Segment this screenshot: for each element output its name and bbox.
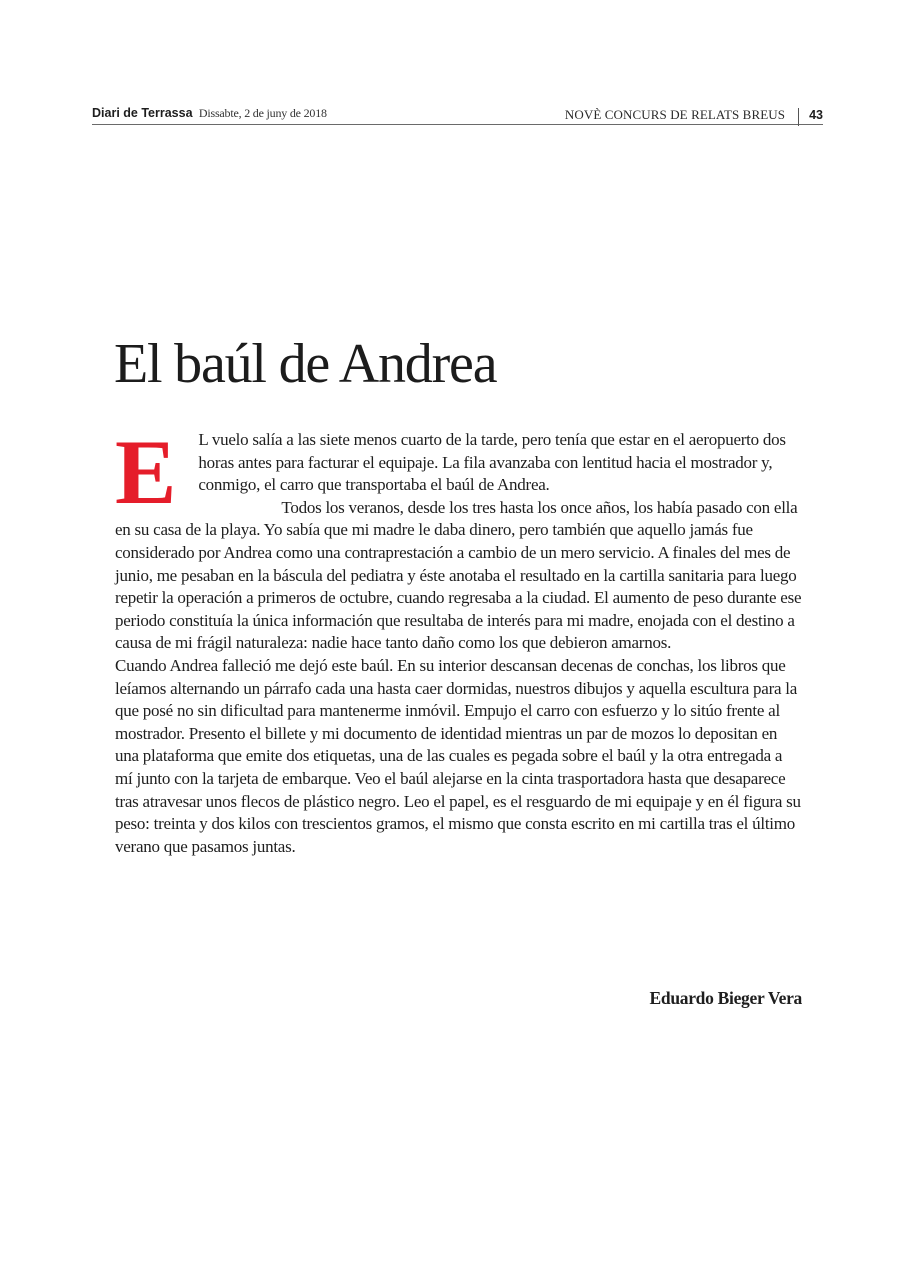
- header-left: [92, 106, 327, 121]
- page-number: 43: [809, 108, 823, 122]
- header-right: [565, 106, 823, 124]
- author-signature: Eduardo Bieger Vera: [649, 988, 802, 1008]
- article-title: El baúl de Andrea: [114, 333, 497, 395]
- paragraph-2: Todos los veranos, desde los tres hasta los once años, los había pasado con ella en su casa de la playa. Yo sabía que mi madre le daba dinero, pero también que aquello jamás fue considerado por Andrea como una contraprestación a cambio de un mero servicio. A finales del mes de junio, me pesaban en la báscula del pediatra y éste anotaba el resultado en la cartilla sanitaria para luego repetir la operación a primeros de octubre, cuando regresaba a la ciudad. El aumento de peso durante ese periodo constituía la única información que resultaba de interés para mi madre, enojada con el destino a causa de mi frágil naturaleza: nadie hace tanto daño como los que debieron amarnos.: [115, 497, 802, 653]
- paragraph-3: Cuando Andrea falleció me dejó este baúl. En su interior descansan decenas de conchas, los libros que leíamos alternando un párrafo cada una hasta caer dormidas, nuestros dibujos y aquella escultura para la que posé no sin dificultad para mantenerme inmóvil. Empujo el carro con esfuerzo y lo sitúo frente al mostrador. Presento el billete y mi documento de identidad mientras un par de mozos lo depositan en una plataforma que emite dos etiquetas, una de las cuales es pegada sobre el baúl y la otra entregada a mí junto con la tarjeta de embarque. Veo el baúl alejarse en la cinta trasportadora hasta que desaparece tras atravesar unos flecos de plástico negro. Leo el papel, es el resguardo de mi equipaje y en él figura su peso: treinta y dos kilos con trescientos gramos, el mismo que consta escrito en mi cartilla tras el último verano que pasamos juntas.: [115, 655, 801, 856]
- page-header: [92, 104, 823, 125]
- paragraph-1: [115, 421, 803, 523]
- paragraph-1-text: L vuelo salía a las siete menos cuarto de la tarde, pero tenía que estar en el aeropuerto dos horas antes para facturar el equipaje. La fila avanzaba con lentitud hacia el mostrador y, conmigo, el carro que transportaba el baúl de Andrea.: [198, 430, 786, 495]
- section-name: NOVÈ CONCURS DE RELATS BREUS: [564, 107, 786, 122]
- article-body: [115, 421, 803, 858]
- newspaper-name: Diari de Terrassa: [92, 106, 193, 120]
- drop-cap: E: [115, 421, 177, 523]
- issue-date: Dissabte, 2 de juny de 2018: [198, 106, 327, 120]
- header-separator: [798, 108, 799, 126]
